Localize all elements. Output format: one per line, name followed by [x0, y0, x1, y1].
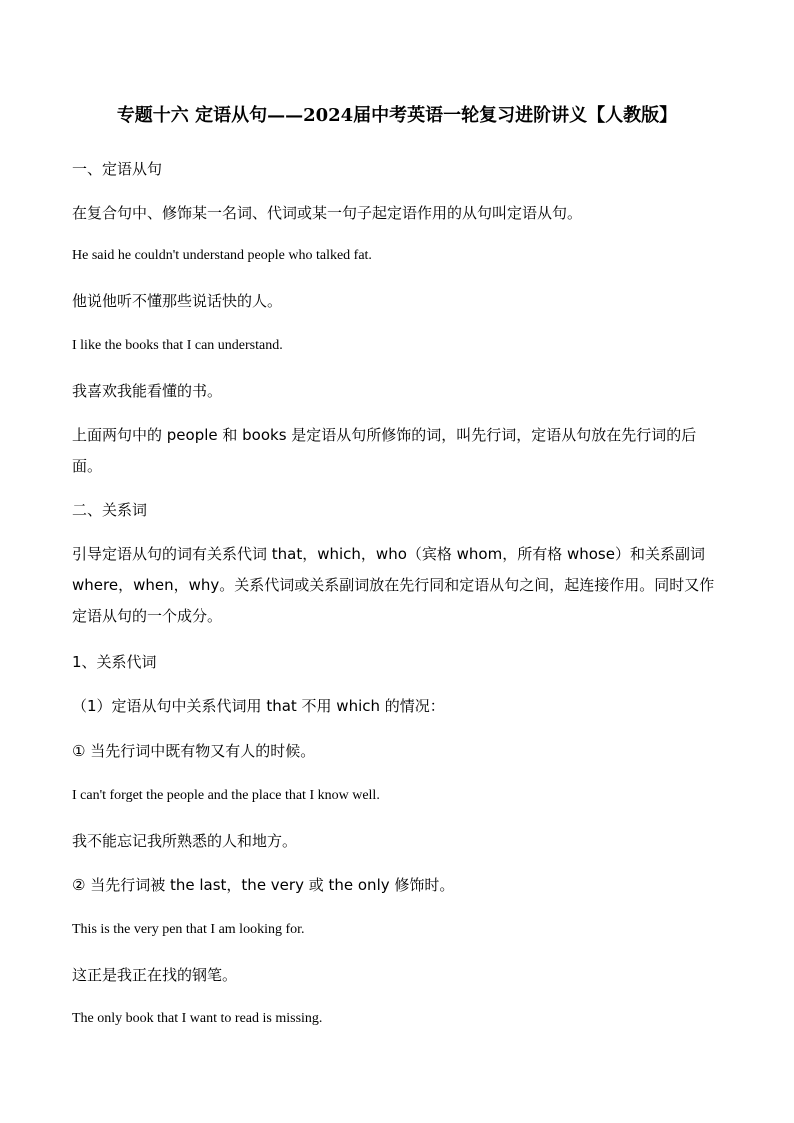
example-sentence-en: The only book that I want to read is missing. [72, 1011, 323, 1026]
example-sentence-en: This is the very pen that I am looking for. [72, 922, 305, 937]
section-heading-relative-words: 二、关系词 [72, 501, 148, 519]
subsection-heading-relative-pronouns: 1、关系代词 [72, 653, 157, 671]
page-title: 专题十六 定语从句——2024届中考英语一轮复习进阶讲义【人教版】 [116, 105, 678, 126]
rule-item-1: ① 当先行词中既有物又有人的时候。 [72, 742, 316, 760]
definition-paragraph: 在复合句中、修饰某一名词、代词或某一句子起定语作用的从句叫定语从句。 [72, 204, 583, 222]
example-sentence-en: He said he couldn't understand people who talked fat. [72, 248, 372, 263]
example-sentence-cn: 我喜欢我能看懂的书。 [72, 382, 223, 400]
example-sentence-cn: 我不能忘记我所熟悉的人和地方。 [72, 832, 298, 850]
example-sentence-en: I like the books that I can understand. [72, 338, 283, 353]
section-heading-relative-clause: 一、定语从句 [72, 160, 163, 178]
explanation-paragraph: 上面两句中的 people 和 books 是定语从句所修饰的词，叫先行词，定语从句放在先行词的后面。 [72, 426, 697, 475]
rule-heading-that-not-which: （1）定语从句中关系代词用 that 不用 which 的情况： [72, 697, 445, 715]
rule-item-2: ② 当先行词被 the last，the very 或 the only 修饰时。 [72, 876, 455, 894]
example-sentence-cn: 他说他听不懂那些说话快的人。 [72, 292, 283, 310]
example-sentence-en: I can't forget the people and the place that I know well. [72, 788, 380, 803]
example-sentence-cn: 这正是我正在找的钢笔。 [72, 966, 238, 984]
relative-words-paragraph: 引导定语从句的词有关系代词 that，which，who（宾格 whom，所有格 whose）和关系副词 where，when，why。关系代词或关系副词放在先行同和定语从句之间，起连接作用。同时又作定语从句的一个成分。 [72, 545, 715, 625]
